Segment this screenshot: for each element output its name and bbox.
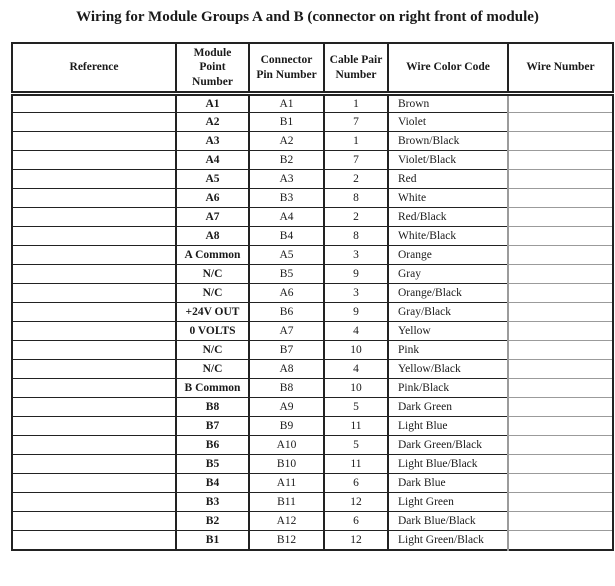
cell-module-point: +24V OUT bbox=[176, 303, 249, 322]
cell-cable-pair: 7 bbox=[324, 151, 388, 170]
cell-connector-pin: A9 bbox=[249, 398, 324, 417]
cell-connector-pin: B5 bbox=[249, 265, 324, 284]
cell-module-point: B7 bbox=[176, 417, 249, 436]
cell-wire-number bbox=[508, 493, 613, 512]
table-header-row bbox=[12, 43, 613, 94]
cell-wire-number bbox=[508, 379, 613, 398]
table-row bbox=[12, 227, 613, 246]
table-row bbox=[12, 436, 613, 455]
cell-module-point: B3 bbox=[176, 493, 249, 512]
cell-connector-pin: A3 bbox=[249, 170, 324, 189]
table-row bbox=[12, 265, 613, 284]
cell-wire-number bbox=[508, 132, 613, 151]
table-row bbox=[12, 512, 613, 531]
cell-connector-pin: B9 bbox=[249, 417, 324, 436]
cell-connector-pin: B6 bbox=[249, 303, 324, 322]
cell-wire-number bbox=[508, 474, 613, 493]
cell-wire-color: White bbox=[388, 189, 508, 208]
table-row bbox=[12, 531, 613, 550]
cell-module-point: A2 bbox=[176, 113, 249, 132]
cell-cable-pair: 3 bbox=[324, 246, 388, 265]
table-row bbox=[12, 189, 613, 208]
cell-module-point: B1 bbox=[176, 531, 249, 550]
cell-wire-number bbox=[508, 436, 613, 455]
table-row bbox=[12, 455, 613, 474]
cell-cable-pair: 1 bbox=[324, 132, 388, 151]
cell-module-point: N/C bbox=[176, 265, 249, 284]
cell-wire-color: Pink/Black bbox=[388, 379, 508, 398]
cell-connector-pin: B8 bbox=[249, 379, 324, 398]
cell-wire-number bbox=[508, 417, 613, 436]
table-row bbox=[12, 284, 613, 303]
cell-reference bbox=[12, 493, 176, 512]
cell-reference bbox=[12, 113, 176, 132]
cell-wire-number bbox=[508, 360, 613, 379]
cell-reference bbox=[12, 531, 176, 550]
cell-module-point: A8 bbox=[176, 227, 249, 246]
wiring-table bbox=[11, 42, 614, 551]
cell-connector-pin: A11 bbox=[249, 474, 324, 493]
cell-wire-color: Light Blue bbox=[388, 417, 508, 436]
cell-reference bbox=[12, 94, 176, 113]
cell-wire-color: Yellow bbox=[388, 322, 508, 341]
cell-wire-color: Pink bbox=[388, 341, 508, 360]
cell-cable-pair: 4 bbox=[324, 360, 388, 379]
cell-connector-pin: B12 bbox=[249, 531, 324, 550]
cell-wire-number bbox=[508, 189, 613, 208]
cell-cable-pair: 10 bbox=[324, 341, 388, 360]
cell-connector-pin: B10 bbox=[249, 455, 324, 474]
cell-reference bbox=[12, 189, 176, 208]
table-row bbox=[12, 113, 613, 132]
cell-connector-pin: A12 bbox=[249, 512, 324, 531]
cell-module-point: N/C bbox=[176, 284, 249, 303]
cell-connector-pin: A8 bbox=[249, 360, 324, 379]
column-header-module-point: Module Point Number bbox=[176, 43, 249, 94]
cell-reference bbox=[12, 436, 176, 455]
cell-wire-color: Gray bbox=[388, 265, 508, 284]
cell-connector-pin: A7 bbox=[249, 322, 324, 341]
table-row bbox=[12, 151, 613, 170]
cell-wire-number bbox=[508, 455, 613, 474]
cell-module-point: B8 bbox=[176, 398, 249, 417]
cell-wire-number bbox=[508, 398, 613, 417]
cell-module-point: N/C bbox=[176, 360, 249, 379]
table-row bbox=[12, 208, 613, 227]
cell-cable-pair: 2 bbox=[324, 170, 388, 189]
table-row bbox=[12, 417, 613, 436]
table-row bbox=[12, 246, 613, 265]
cell-connector-pin: A2 bbox=[249, 132, 324, 151]
table-row bbox=[12, 170, 613, 189]
cell-wire-number bbox=[508, 512, 613, 531]
cell-module-point: B6 bbox=[176, 436, 249, 455]
cell-connector-pin: A4 bbox=[249, 208, 324, 227]
cell-module-point: N/C bbox=[176, 341, 249, 360]
cell-wire-color: White/Black bbox=[388, 227, 508, 246]
cell-wire-number bbox=[508, 113, 613, 132]
cell-wire-number bbox=[508, 208, 613, 227]
cell-wire-color: Dark Blue bbox=[388, 474, 508, 493]
cell-wire-color: Violet/Black bbox=[388, 151, 508, 170]
cell-cable-pair: 3 bbox=[324, 284, 388, 303]
cell-cable-pair: 4 bbox=[324, 322, 388, 341]
table-row bbox=[12, 94, 613, 113]
cell-cable-pair: 5 bbox=[324, 436, 388, 455]
cell-cable-pair: 11 bbox=[324, 417, 388, 436]
cell-connector-pin: B3 bbox=[249, 189, 324, 208]
cell-connector-pin: A10 bbox=[249, 436, 324, 455]
cell-connector-pin: B1 bbox=[249, 113, 324, 132]
cell-wire-color: Red/Black bbox=[388, 208, 508, 227]
cell-cable-pair: 6 bbox=[324, 474, 388, 493]
cell-module-point: A5 bbox=[176, 170, 249, 189]
column-header-connector-pin: Connector Pin Number bbox=[249, 43, 324, 94]
cell-connector-pin: A1 bbox=[249, 94, 324, 113]
cell-wire-number bbox=[508, 151, 613, 170]
cell-cable-pair: 12 bbox=[324, 531, 388, 550]
cell-wire-color: Dark Blue/Black bbox=[388, 512, 508, 531]
cell-module-point: B5 bbox=[176, 455, 249, 474]
cell-wire-color: Brown/Black bbox=[388, 132, 508, 151]
cell-connector-pin: A6 bbox=[249, 284, 324, 303]
cell-wire-number bbox=[508, 170, 613, 189]
cell-module-point: A3 bbox=[176, 132, 249, 151]
cell-wire-color: Violet bbox=[388, 113, 508, 132]
table-row bbox=[12, 132, 613, 151]
cell-reference bbox=[12, 341, 176, 360]
cell-reference bbox=[12, 455, 176, 474]
cell-connector-pin: B2 bbox=[249, 151, 324, 170]
cell-wire-color: Dark Green/Black bbox=[388, 436, 508, 455]
cell-reference bbox=[12, 474, 176, 493]
cell-cable-pair: 8 bbox=[324, 189, 388, 208]
cell-module-point: B2 bbox=[176, 512, 249, 531]
cell-cable-pair: 2 bbox=[324, 208, 388, 227]
cell-wire-color: Yellow/Black bbox=[388, 360, 508, 379]
cell-reference bbox=[12, 379, 176, 398]
cell-reference bbox=[12, 512, 176, 531]
cell-cable-pair: 6 bbox=[324, 512, 388, 531]
cell-wire-number bbox=[508, 341, 613, 360]
cell-wire-number bbox=[508, 531, 613, 550]
cell-cable-pair: 5 bbox=[324, 398, 388, 417]
page-title: Wiring for Module Groups A and B (connector on right front of module) bbox=[76, 9, 539, 25]
table-row bbox=[12, 493, 613, 512]
cell-module-point: A Common bbox=[176, 246, 249, 265]
cell-module-point: A1 bbox=[176, 94, 249, 113]
cell-module-point: 0 VOLTS bbox=[176, 322, 249, 341]
cell-cable-pair: 12 bbox=[324, 493, 388, 512]
cell-reference bbox=[12, 227, 176, 246]
table-row bbox=[12, 379, 613, 398]
cell-reference bbox=[12, 246, 176, 265]
table-row bbox=[12, 341, 613, 360]
cell-wire-color: Dark Green bbox=[388, 398, 508, 417]
cell-wire-number bbox=[508, 322, 613, 341]
cell-wire-color: Light Green bbox=[388, 493, 508, 512]
cell-reference bbox=[12, 284, 176, 303]
cell-module-point: A4 bbox=[176, 151, 249, 170]
cell-wire-color: Orange/Black bbox=[388, 284, 508, 303]
cell-connector-pin: B7 bbox=[249, 341, 324, 360]
cell-wire-number bbox=[508, 246, 613, 265]
cell-reference bbox=[12, 208, 176, 227]
cell-reference bbox=[12, 132, 176, 151]
table-row bbox=[12, 322, 613, 341]
cell-reference bbox=[12, 398, 176, 417]
cell-reference bbox=[12, 265, 176, 284]
cell-wire-number bbox=[508, 94, 613, 113]
table-row bbox=[12, 474, 613, 493]
cell-cable-pair: 9 bbox=[324, 265, 388, 284]
cell-cable-pair: 1 bbox=[324, 94, 388, 113]
cell-wire-color: Gray/Black bbox=[388, 303, 508, 322]
cell-reference bbox=[12, 322, 176, 341]
cell-reference bbox=[12, 417, 176, 436]
cell-module-point: A6 bbox=[176, 189, 249, 208]
cell-wire-color: Light Green/Black bbox=[388, 531, 508, 550]
cell-wire-color: Light Blue/Black bbox=[388, 455, 508, 474]
cell-module-point: A7 bbox=[176, 208, 249, 227]
cell-reference bbox=[12, 151, 176, 170]
cell-wire-color: Orange bbox=[388, 246, 508, 265]
cell-reference bbox=[12, 170, 176, 189]
cell-connector-pin: B11 bbox=[249, 493, 324, 512]
column-header-wire-color: Wire Color Code bbox=[388, 43, 508, 94]
cell-wire-number bbox=[508, 303, 613, 322]
cell-cable-pair: 9 bbox=[324, 303, 388, 322]
cell-module-point: B4 bbox=[176, 474, 249, 493]
cell-reference bbox=[12, 303, 176, 322]
cell-cable-pair: 8 bbox=[324, 227, 388, 246]
cell-connector-pin: A5 bbox=[249, 246, 324, 265]
cell-cable-pair: 11 bbox=[324, 455, 388, 474]
column-header-reference: Reference bbox=[12, 43, 176, 94]
cell-cable-pair: 10 bbox=[324, 379, 388, 398]
column-header-wire-number: Wire Number bbox=[508, 43, 613, 94]
cell-wire-number bbox=[508, 284, 613, 303]
cell-reference bbox=[12, 360, 176, 379]
cell-wire-color: Red bbox=[388, 170, 508, 189]
cell-cable-pair: 7 bbox=[324, 113, 388, 132]
table-body bbox=[12, 94, 613, 550]
cell-wire-number bbox=[508, 265, 613, 284]
table-row bbox=[12, 360, 613, 379]
column-header-cable-pair: Cable Pair Number bbox=[324, 43, 388, 94]
cell-module-point: B Common bbox=[176, 379, 249, 398]
cell-wire-number bbox=[508, 227, 613, 246]
table-row bbox=[12, 398, 613, 417]
table-row bbox=[12, 303, 613, 322]
cell-wire-color: Brown bbox=[388, 94, 508, 113]
cell-connector-pin: B4 bbox=[249, 227, 324, 246]
